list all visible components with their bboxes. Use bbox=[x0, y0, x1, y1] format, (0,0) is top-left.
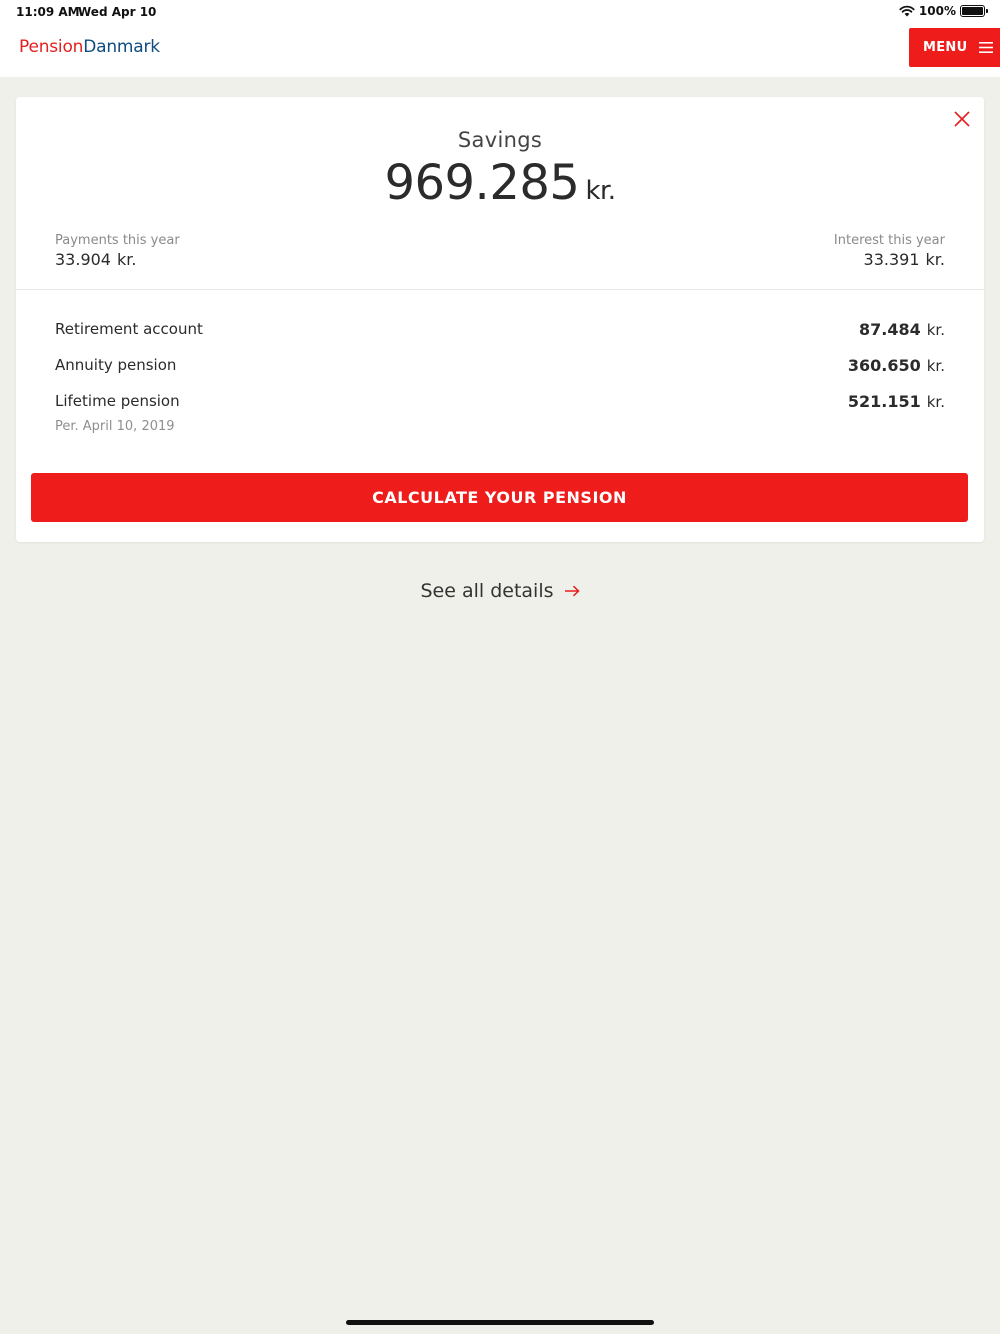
payments-amount: 33.904 bbox=[55, 250, 111, 269]
interest-stat bbox=[834, 233, 945, 269]
interest-label: Interest this year bbox=[833, 233, 945, 248]
interest-amount: 33.391 bbox=[863, 250, 920, 269]
account-amount: 360.650 bbox=[847, 355, 921, 375]
wifi-icon bbox=[899, 5, 915, 17]
menu-button[interactable] bbox=[909, 28, 1000, 67]
savings-title: Savings bbox=[457, 128, 543, 152]
logo[interactable] bbox=[19, 37, 160, 57]
account-amount: 521.151 bbox=[847, 391, 921, 411]
battery-icon bbox=[960, 5, 985, 17]
status-date: Wed Apr 10 bbox=[78, 5, 157, 19]
payments-value bbox=[55, 250, 180, 269]
account-row bbox=[55, 383, 945, 419]
account-value bbox=[859, 320, 945, 339]
account-value bbox=[848, 392, 945, 411]
account-unit: kr. bbox=[926, 356, 945, 375]
savings-card bbox=[16, 97, 984, 542]
menu-label: MENU bbox=[923, 40, 968, 55]
divider bbox=[16, 289, 984, 290]
savings-amount: 969.285 bbox=[384, 155, 580, 211]
savings-unit: kr. bbox=[585, 176, 616, 206]
app-header bbox=[0, 24, 1000, 77]
account-unit: kr. bbox=[926, 320, 945, 339]
account-name: Annuity pension bbox=[55, 356, 177, 374]
payments-unit: kr. bbox=[116, 250, 137, 269]
interest-value bbox=[834, 250, 945, 269]
logo-danmark: Danmark bbox=[83, 37, 160, 57]
account-row bbox=[55, 347, 945, 383]
payments-stat bbox=[55, 233, 180, 269]
calculate-pension-button[interactable]: CALCULATE YOUR PENSION bbox=[31, 473, 968, 522]
hamburger-icon bbox=[979, 42, 993, 53]
account-name: Retirement account bbox=[55, 320, 203, 338]
payments-label: Payments this year bbox=[55, 233, 180, 248]
account-unit: kr. bbox=[926, 392, 945, 411]
accounts-list bbox=[55, 311, 945, 419]
details-link-label: See all details bbox=[420, 580, 554, 602]
interest-unit: kr. bbox=[925, 250, 945, 269]
status-time: 11:09 AM bbox=[16, 5, 80, 19]
savings-total bbox=[16, 155, 984, 211]
status-bar bbox=[0, 0, 1000, 24]
battery-percent: 100% bbox=[918, 4, 956, 18]
account-amount: 87.484 bbox=[859, 319, 921, 339]
logo-pension: Pension bbox=[19, 37, 84, 57]
account-row bbox=[55, 311, 945, 347]
account-value bbox=[848, 356, 945, 375]
close-icon[interactable] bbox=[952, 109, 972, 129]
status-right bbox=[899, 4, 985, 18]
account-name: Lifetime pension bbox=[55, 392, 180, 410]
arrow-right-icon bbox=[564, 585, 580, 597]
home-indicator bbox=[346, 1320, 654, 1325]
see-all-details-link[interactable] bbox=[0, 580, 1000, 602]
per-date: Per. April 10, 2019 bbox=[55, 419, 175, 434]
